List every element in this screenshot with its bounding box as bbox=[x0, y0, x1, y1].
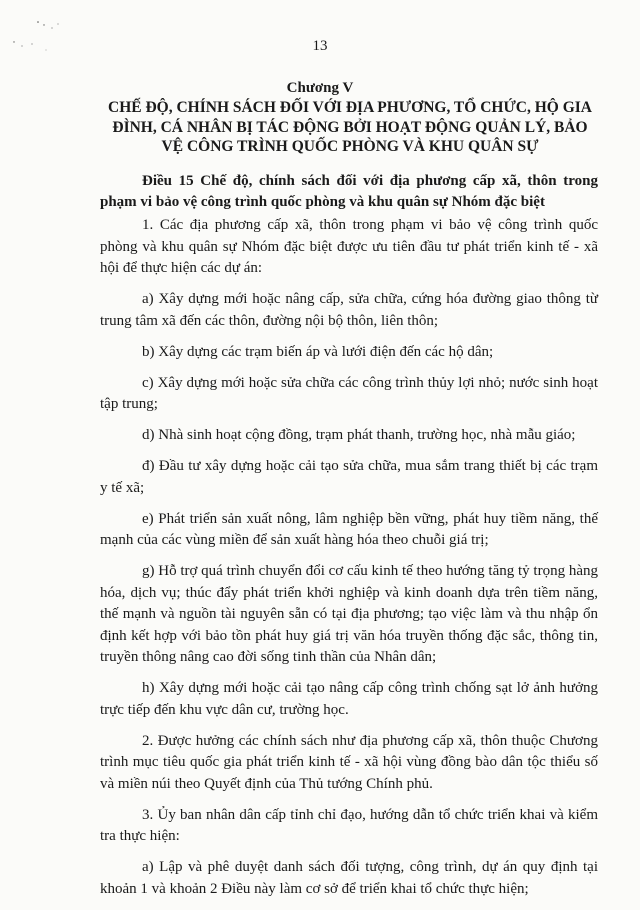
chapter-label: Chương V bbox=[286, 80, 354, 96]
paragraph-2: 2. Được hưởng các chính sách như địa phương cấp xã, thôn thuộc Chương trình mục tiêu quốc gia phát triển kinh tế - xã hội vùng đồng bào dân tộc thiểu số và miền núi theo Quyết định của Thủ tướng Chính phủ. bbox=[100, 732, 598, 792]
paragraph-1: 1. Các địa phương cấp xã, thôn trong phạm vi bảo vệ công trình quốc phòng và khu quân sự Nhóm đặc biệt được ưu tiên đầu tư phát triển kinh tế - xã hội để thực hiện các dự án: bbox=[100, 217, 598, 276]
paragraph-1e: e) Phát triển sản xuất nông, lâm nghiệp bền vững, phát huy tiềm năng, thế mạnh của các vùng miền để sản xuất hàng hóa theo chuỗi giá trị; bbox=[100, 510, 598, 548]
paragraph-3a: a) Lập và phê duyệt danh sách đối tượng, công trình, dự án quy định tại khoản 1 và khoản 2 Điều này làm cơ sở để triển khai tổ chức thực hiện; bbox=[100, 859, 598, 897]
paragraph-1d: d) Nhà sinh hoạt cộng đồng, trạm phát thanh, trường học, nhà mẫu giáo; bbox=[142, 427, 576, 443]
paragraph-1a: a) Xây dựng mới hoặc nâng cấp, sửa chữa, cứng hóa đường giao thông từ trung tâm xã đến các thôn, đường nội bộ thôn, liên thôn; bbox=[100, 291, 598, 329]
paragraph-1dd: đ) Đầu tư xây dựng hoặc cải tạo sửa chữa, mua sắm trang thiết bị các trạm y tế xã; bbox=[100, 458, 598, 496]
paragraph-1g: g) Hỗ trợ quá trình chuyển đổi cơ cấu kinh tế theo hướng tăng tỷ trọng hàng hóa, dịch vụ; thúc đẩy phát triển khởi nghiệp và kinh doanh dựa trên tiềm năng, thế mạnh và nguồn tài nguyên sẵn có tại địa phương; tạo việc làm và thu nhập ổn định kết hợp với bảo tồn phát huy giá trị văn hóa truyền thống đặc sắc, thông tin, truyền thông nâng cao đời sống tinh thần của Nhân dân; bbox=[100, 563, 598, 665]
paragraph-1b: b) Xây dựng các trạm biến áp và lưới điện đến các hộ dân; bbox=[142, 343, 494, 360]
paragraph-3: 3. Ủy ban nhân dân cấp tỉnh chỉ đạo, hướng dẫn tổ chức triển khai và kiểm tra thực hiện: bbox=[100, 806, 598, 844]
article-title: Điều 15 Chế độ, chính sách đối với địa phương cấp xã, thôn trong phạm vi bảo vệ công trình quốc phòng và khu quân sự Nhóm đặc biệt bbox=[100, 173, 598, 210]
document-body bbox=[100, 215, 598, 910]
chapter-title: CHẾ ĐỘ, CHÍNH SÁCH ĐỐI VỚI ĐỊA PHƯƠNG, TỔ CHỨC, HỘ GIA ĐÌNH, CÁ NHÂN BỊ TÁC ĐỘNG BỞI HOẠT ĐỘNG QUẢN LÝ, BẢO VỆ CÔNG TRÌNH QUỐC PHÒNG VÀ KHU QUÂN SỰ bbox=[108, 99, 592, 155]
page-number: 13 bbox=[312, 38, 328, 54]
paragraph-1h: h) Xây dựng mới hoặc cải tạo nâng cấp công trình chống sạt lở ảnh hưởng trực tiếp đến khu vực dân cư, trường học. bbox=[100, 680, 598, 718]
paragraph-1c: c) Xây dựng mới hoặc sửa chữa các công trình thủy lợi nhỏ; nước sinh hoạt tập trung; bbox=[100, 374, 598, 412]
